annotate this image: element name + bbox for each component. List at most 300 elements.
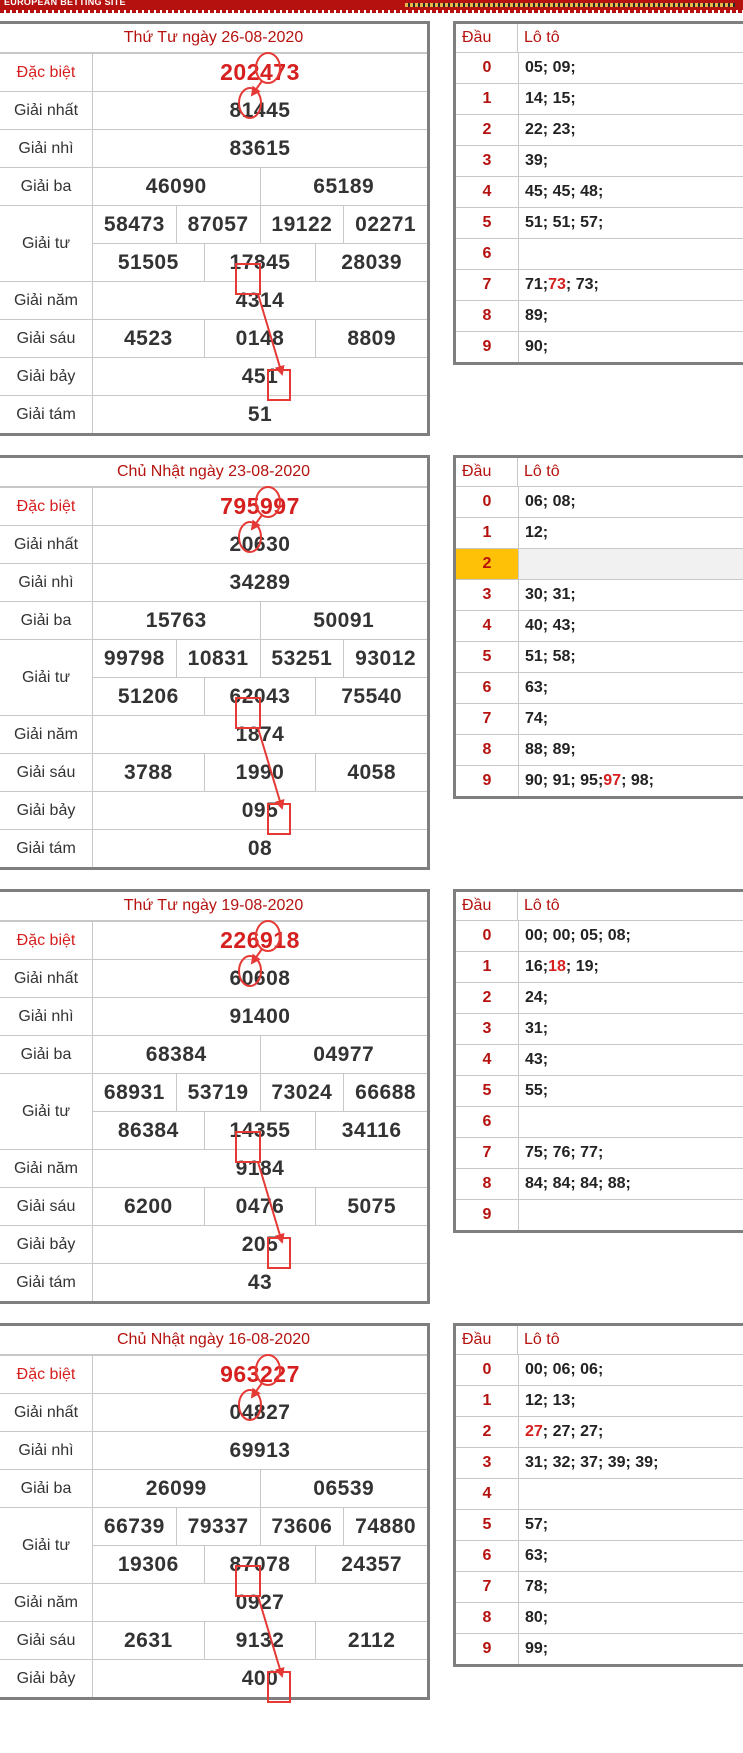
- prize-label: Giải tư: [0, 206, 93, 281]
- prize-number: 51505: [117, 250, 179, 274]
- loto-numbers: [519, 1107, 743, 1137]
- loto-head-digit: 2: [456, 549, 519, 579]
- prize-label: Đặc biệt: [0, 54, 93, 91]
- prize-values: [93, 54, 427, 91]
- loto-segment: 57;: [525, 1516, 549, 1533]
- prize-number: 83615: [229, 136, 291, 160]
- loto-head-digit: 3: [456, 1448, 519, 1478]
- prize-number: 4314: [235, 288, 285, 312]
- loto-row: [456, 641, 743, 672]
- loto-head-digit: 1: [456, 518, 519, 548]
- loto-head-digit: 6: [456, 1107, 519, 1137]
- loto-col-head: Đầu: [456, 458, 518, 486]
- loto-segment: ; 19;: [565, 958, 599, 975]
- prize-number: 99798: [103, 646, 165, 670]
- loto-head-digit: 9: [456, 766, 519, 796]
- loto-segment: 39;: [525, 152, 549, 169]
- loto-head-digit: 8: [456, 1603, 519, 1633]
- prize-values: [93, 1470, 427, 1507]
- loto-header: [456, 1326, 743, 1355]
- prize-values: [93, 1264, 427, 1301]
- prize-values: [93, 716, 427, 753]
- prize-number: 51206: [117, 684, 179, 708]
- prize-line: [93, 1622, 427, 1659]
- prize-number: 74880: [343, 1508, 427, 1545]
- prize-row: [0, 487, 427, 525]
- loto-segment: 05; 09;: [525, 59, 576, 76]
- loto-head-digit: 1: [456, 84, 519, 114]
- prize-number: 81445: [229, 98, 291, 122]
- prize-line: [93, 1584, 427, 1621]
- loto-row: [456, 517, 743, 548]
- prize-number: 24357: [315, 1546, 427, 1583]
- loto-numbers: [519, 53, 743, 83]
- prize-line: [93, 1432, 427, 1469]
- loto-head-digit: 0: [456, 487, 519, 517]
- prize-values: [93, 92, 427, 129]
- prize-line: [93, 677, 427, 715]
- loto-row: [456, 951, 743, 982]
- prize-row: [0, 205, 427, 281]
- prize-label: Giải bảy: [0, 1660, 93, 1697]
- prize-values: [93, 1508, 427, 1583]
- prize-values: [93, 1036, 427, 1073]
- loto-numbers: [519, 1200, 743, 1230]
- results-table: [0, 889, 430, 1304]
- prize-number: 43: [247, 1270, 273, 1294]
- prize-label: Giải sáu: [0, 1622, 93, 1659]
- loto-segment: 63;: [525, 1547, 549, 1564]
- loto-numbers: [519, 952, 743, 982]
- loto-head-digit: 9: [456, 332, 519, 362]
- loto-segment: 63;: [525, 679, 549, 696]
- prize-values: [93, 168, 427, 205]
- loto-numbers: [519, 84, 743, 114]
- loto-col-head: Đầu: [456, 1326, 518, 1354]
- loto-table: [453, 21, 743, 365]
- prize-label: Giải bảy: [0, 358, 93, 395]
- prize-number: 205: [241, 1232, 279, 1256]
- loto-head-digit: 7: [456, 1572, 519, 1602]
- prize-label: Giải nhì: [0, 130, 93, 167]
- loto-segment: 84; 84; 84; 88;: [525, 1175, 631, 1192]
- prize-label: Giải nhì: [0, 998, 93, 1035]
- prize-values: [93, 602, 427, 639]
- prize-row: [0, 997, 427, 1035]
- prize-line: [93, 206, 427, 243]
- prize-line: [93, 960, 427, 997]
- loto-row: [456, 1416, 743, 1447]
- prize-row: [0, 1355, 427, 1393]
- prize-values: [93, 488, 427, 525]
- loto-segment: ; 27; 27;: [542, 1423, 604, 1440]
- prize-line: [93, 1036, 427, 1073]
- prize-number: 9132: [204, 1622, 316, 1659]
- prize-line: [93, 1356, 427, 1393]
- prize-number: 93012: [343, 640, 427, 677]
- prize-label: Giải bảy: [0, 792, 93, 829]
- loto-head-digit: 7: [456, 1138, 519, 1168]
- loto-numbers: [519, 642, 743, 672]
- prize-label: Giải sáu: [0, 320, 93, 357]
- prize-label: Giải nhì: [0, 564, 93, 601]
- loto-segment: 99;: [525, 1640, 549, 1657]
- prize-number: 8809: [315, 320, 427, 357]
- prize-values: [93, 830, 427, 867]
- loto-row: [456, 1633, 743, 1664]
- prize-values: [93, 960, 427, 997]
- loto-col-head: Đầu: [456, 892, 518, 920]
- loto-numbers: [519, 1417, 743, 1447]
- prize-values: [93, 1074, 427, 1149]
- prize-number: 53719: [176, 1074, 260, 1111]
- prize-label: Đặc biệt: [0, 922, 93, 959]
- loto-segment: 40; 43;: [525, 617, 576, 634]
- prize-number: 86384: [117, 1118, 179, 1142]
- prize-values: [93, 282, 427, 319]
- prize-number: 0476: [204, 1188, 316, 1225]
- prize-line: [93, 488, 427, 525]
- prize-row: [0, 167, 427, 205]
- prize-line: [93, 1394, 427, 1431]
- prize-number: 795997: [220, 493, 300, 519]
- loto-row: [456, 487, 743, 517]
- loto-row: [456, 114, 743, 145]
- prize-row: [0, 1659, 427, 1697]
- loto-numbers: [519, 704, 743, 734]
- prize-number: 34289: [229, 570, 291, 594]
- prize-number: 66739: [103, 1514, 165, 1538]
- prize-row: [0, 921, 427, 959]
- prize-number: 91400: [229, 1004, 291, 1028]
- loto-numbers: [519, 177, 743, 207]
- loto-row: [456, 1168, 743, 1199]
- prize-row: [0, 715, 427, 753]
- prize-values: [93, 1394, 427, 1431]
- draw-title: Chủ Nhật ngày 16-08-2020: [0, 1326, 427, 1355]
- loto-row: [456, 53, 743, 83]
- prize-label: Giải nhất: [0, 526, 93, 563]
- loto-head-digit: 0: [456, 53, 519, 83]
- loto-head-digit: 8: [456, 301, 519, 331]
- loto-numbers: [519, 1541, 743, 1571]
- draw-title: Thứ Tư ngày 19-08-2020: [0, 892, 427, 921]
- loto-numbers: [519, 1603, 743, 1633]
- loto-segment: ; 73;: [565, 276, 599, 293]
- prize-number: 73606: [260, 1508, 344, 1545]
- prize-line: [93, 830, 427, 867]
- prize-row: [0, 959, 427, 997]
- loto-row: [456, 176, 743, 207]
- loto-segment: 51; 51; 57;: [525, 214, 604, 231]
- loto-row: [456, 145, 743, 176]
- prize-label: Giải ba: [0, 602, 93, 639]
- loto-numbers: [519, 1045, 743, 1075]
- loto-col-loto: Lô tô: [524, 29, 560, 46]
- prize-label: Giải tư: [0, 1074, 93, 1149]
- prize-label: Giải sáu: [0, 754, 93, 791]
- prize-line: [93, 1226, 427, 1263]
- loto-segment: 16;: [525, 958, 549, 975]
- prize-row: [0, 129, 427, 167]
- loto-segment: 30; 31;: [525, 586, 576, 603]
- loto-head-digit: 8: [456, 1169, 519, 1199]
- prize-number: 14355: [204, 1112, 316, 1149]
- prize-row: [0, 1507, 427, 1583]
- loto-numbers: [519, 673, 743, 703]
- loto-numbers: [519, 983, 743, 1013]
- loto-segment: 00; 06; 06;: [525, 1361, 604, 1378]
- prize-row: [0, 91, 427, 129]
- prize-line: [93, 282, 427, 319]
- loto-row: [456, 1447, 743, 1478]
- loto-row: [456, 1199, 743, 1230]
- prize-line: [93, 396, 427, 433]
- loto-segment: 45; 45; 48;: [525, 183, 604, 200]
- prize-line: [93, 1470, 427, 1507]
- prize-number: 095: [241, 798, 279, 822]
- loto-body: [456, 1355, 743, 1664]
- prize-number: 04977: [260, 1036, 428, 1073]
- prize-label: Giải tám: [0, 1264, 93, 1301]
- prize-label: Đặc biệt: [0, 1356, 93, 1393]
- prize-number: 1874: [235, 722, 285, 746]
- prize-number: 0148: [204, 320, 316, 357]
- prize-number: 79337: [176, 1508, 260, 1545]
- prize-line: [93, 243, 427, 281]
- loto-segment: 22; 23;: [525, 121, 576, 138]
- prize-label: Giải bảy: [0, 1226, 93, 1263]
- prize-values: [93, 922, 427, 959]
- loto-row: [456, 207, 743, 238]
- prize-values: [93, 358, 427, 395]
- loto-numbers: [519, 146, 743, 176]
- loto-segment: 90; 91; 95;: [525, 772, 604, 789]
- loto-row: [456, 610, 743, 641]
- prize-label: Giải tư: [0, 640, 93, 715]
- prize-row: [0, 1225, 427, 1263]
- prize-values: [93, 1150, 427, 1187]
- prize-label: Giải năm: [0, 1584, 93, 1621]
- prize-number: 87057: [176, 206, 260, 243]
- prize-line: [93, 1660, 427, 1697]
- prize-label: Giải năm: [0, 716, 93, 753]
- loto-head-digit: 2: [456, 115, 519, 145]
- loto-numbers: [519, 1634, 743, 1664]
- prize-number: 10831: [176, 640, 260, 677]
- loto-row: [456, 579, 743, 610]
- loto-segment: 12;: [525, 524, 549, 541]
- prize-number: 62043: [204, 678, 316, 715]
- prize-values: [93, 1432, 427, 1469]
- prize-number: 60608: [229, 966, 291, 990]
- prize-label: Giải tám: [0, 830, 93, 867]
- prize-number: 400: [241, 1666, 279, 1690]
- loto-head-digit: 6: [456, 673, 519, 703]
- loto-segment: 97: [603, 772, 622, 789]
- prize-line: [93, 640, 427, 677]
- prize-number: 69913: [229, 1438, 291, 1462]
- prize-number: 02271: [343, 206, 427, 243]
- loto-numbers: [519, 1479, 743, 1509]
- loto-numbers: [519, 1448, 743, 1478]
- loto-row: [456, 672, 743, 703]
- loto-segment: 74;: [525, 710, 549, 727]
- loto-head-digit: 4: [456, 611, 519, 641]
- prize-row: [0, 1583, 427, 1621]
- loto-segment: 80;: [525, 1609, 549, 1626]
- prize-line: [93, 358, 427, 395]
- prize-line: [93, 922, 427, 959]
- loto-row: [456, 1509, 743, 1540]
- loto-row: [456, 269, 743, 300]
- loto-head-digit: 2: [456, 983, 519, 1013]
- prize-number: 26099: [145, 1476, 207, 1500]
- prize-line: [93, 130, 427, 167]
- prize-number: 75540: [315, 678, 427, 715]
- loto-segment: 14; 15;: [525, 90, 576, 107]
- prize-label: Giải nhất: [0, 960, 93, 997]
- loto-numbers: [519, 766, 743, 796]
- prize-values: [93, 1622, 427, 1659]
- loto-numbers: [519, 611, 743, 641]
- prize-number: 4523: [123, 326, 173, 350]
- loto-body: [456, 487, 743, 796]
- loto-row: [456, 1385, 743, 1416]
- loto-segment: 12; 13;: [525, 1392, 576, 1409]
- loto-head-digit: 6: [456, 239, 519, 269]
- loto-numbers: [519, 518, 743, 548]
- loto-head-digit: 9: [456, 1634, 519, 1664]
- loto-row: [456, 1540, 743, 1571]
- prize-number: 5075: [315, 1188, 427, 1225]
- prize-number: 1990: [204, 754, 316, 791]
- loto-segment: 78;: [525, 1578, 549, 1595]
- prize-line: [93, 754, 427, 791]
- loto-numbers: [519, 1014, 743, 1044]
- prize-values: [93, 1356, 427, 1393]
- loto-numbers: [519, 580, 743, 610]
- prize-number: 202473: [220, 59, 300, 85]
- loto-numbers: [519, 1386, 743, 1416]
- loto-numbers: [519, 1572, 743, 1602]
- prize-label: Giải nhì: [0, 1432, 93, 1469]
- loto-row: [456, 83, 743, 114]
- prize-number: 34116: [315, 1112, 427, 1149]
- prize-row: [0, 53, 427, 91]
- prize-values: [93, 206, 427, 281]
- draw-title: Thứ Tư ngày 26-08-2020: [0, 24, 427, 53]
- loto-body: [456, 53, 743, 362]
- prize-number: 19306: [117, 1552, 179, 1576]
- prize-number: 66688: [343, 1074, 427, 1111]
- loto-numbers: [519, 301, 743, 331]
- loto-segment: 00; 00; 05; 08;: [525, 927, 631, 944]
- loto-header: [456, 24, 743, 53]
- loto-row: [456, 1137, 743, 1168]
- prize-label: Giải sáu: [0, 1188, 93, 1225]
- loto-head-digit: 4: [456, 1045, 519, 1075]
- loto-numbers: [519, 115, 743, 145]
- loto-segment: 71;: [525, 276, 549, 293]
- loto-segment: 51; 58;: [525, 648, 576, 665]
- prize-number: 06539: [260, 1470, 428, 1507]
- loto-row: [456, 921, 743, 951]
- prize-row: [0, 525, 427, 563]
- loto-segment: 75; 76; 77;: [525, 1144, 604, 1161]
- prize-values: [93, 320, 427, 357]
- prize-row: [0, 1149, 427, 1187]
- banner-decoration: [405, 3, 735, 7]
- prize-line: [93, 168, 427, 205]
- prize-line: [93, 564, 427, 601]
- loto-col-loto: Lô tô: [524, 463, 560, 480]
- prize-line: [93, 92, 427, 129]
- prize-number: 08: [247, 836, 273, 860]
- loto-row: [456, 1013, 743, 1044]
- loto-numbers: [519, 1355, 743, 1385]
- prize-label: Giải năm: [0, 282, 93, 319]
- prize-values: [93, 396, 427, 433]
- prize-line: [93, 998, 427, 1035]
- prize-label: Giải ba: [0, 1036, 93, 1073]
- prize-number: 3788: [123, 760, 173, 784]
- loto-row: [456, 331, 743, 362]
- prize-number: 2112: [315, 1622, 427, 1659]
- prize-line: [93, 716, 427, 753]
- prize-line: [93, 1111, 427, 1149]
- prize-number: 963227: [220, 1361, 300, 1387]
- prize-number: 65189: [260, 168, 428, 205]
- prize-row: [0, 1035, 427, 1073]
- prize-number: 46090: [145, 174, 207, 198]
- prize-number: 28039: [315, 244, 427, 281]
- loto-segment: 18: [548, 958, 566, 975]
- loto-row: [456, 1355, 743, 1385]
- prize-line: [93, 1545, 427, 1583]
- loto-numbers: [519, 549, 743, 579]
- prize-row: [0, 753, 427, 791]
- prize-row: [0, 357, 427, 395]
- prize-row: [0, 1469, 427, 1507]
- top-banner[interactable]: [0, 0, 743, 13]
- loto-row: [456, 1571, 743, 1602]
- loto-segment: 89;: [525, 307, 549, 324]
- prize-values: [93, 526, 427, 563]
- loto-head-digit: 9: [456, 1200, 519, 1230]
- prize-row: [0, 1431, 427, 1469]
- prize-row: [0, 1073, 427, 1149]
- prize-row: [0, 281, 427, 319]
- site-label: EUROPEAN BETTING SITE: [4, 0, 126, 7]
- loto-segment: 24;: [525, 989, 549, 1006]
- loto-segment: 27: [525, 1423, 543, 1440]
- prize-row: [0, 395, 427, 433]
- loto-head-digit: 5: [456, 208, 519, 238]
- prize-line: [93, 602, 427, 639]
- prize-label: Giải năm: [0, 1150, 93, 1187]
- loto-row: [456, 238, 743, 269]
- draw-title: Chủ Nhật ngày 23-08-2020: [0, 458, 427, 487]
- prize-values: [93, 1584, 427, 1621]
- prize-label: Giải nhất: [0, 1394, 93, 1431]
- loto-head-digit: 8: [456, 735, 519, 765]
- loto-head-digit: 6: [456, 1541, 519, 1571]
- prize-label: Giải ba: [0, 1470, 93, 1507]
- prize-number: 50091: [260, 602, 428, 639]
- loto-numbers: [519, 239, 743, 269]
- prize-row: [0, 563, 427, 601]
